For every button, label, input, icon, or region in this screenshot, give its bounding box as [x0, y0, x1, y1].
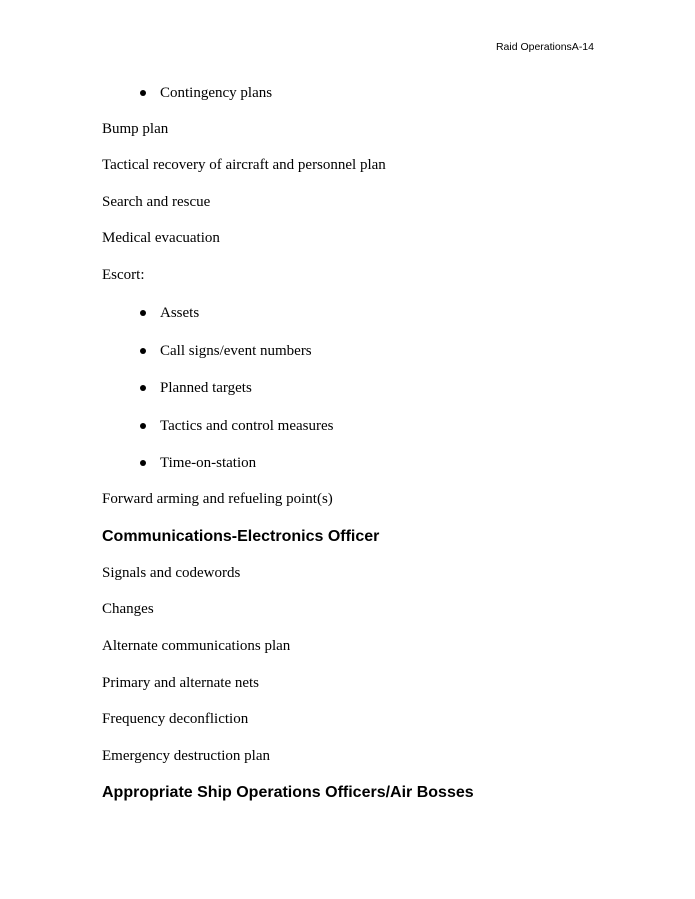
list-item: Changes [102, 601, 154, 617]
bullet-icon [140, 460, 146, 466]
bullet-icon [140, 385, 146, 391]
bullet-icon [140, 310, 146, 316]
list-item: Medical evacuation [102, 230, 220, 246]
section-heading-ship-operations: Appropriate Ship Operations Officers/Air Bosses [102, 784, 474, 801]
list-item: Signals and codewords [102, 565, 241, 581]
bullet-icon [140, 423, 146, 429]
list-item: Alternate communications plan [102, 638, 291, 654]
section-heading-communications: Communications-Electronics Officer [102, 528, 380, 545]
list-item: Tactical recovery of aircraft and personnel plan [102, 157, 386, 173]
list-item: Forward arming and refueling point(s) [102, 491, 333, 507]
running-header: Raid OperationsA-14 [495, 41, 594, 53]
list-item: Emergency destruction plan [102, 748, 271, 764]
list-item: Search and rescue [102, 194, 211, 210]
list-item: Primary and alternate nets [102, 675, 260, 691]
document-page: Raid OperationsA-14 Contingency plans Bump plan Tactical recovery of aircraft and personnel plan Search and rescue Medical evacuation Escort: Assets Call signs/event numbers Planned targets Tactics and control measures Time-on-station Forward arming and refueling point(s) Communications-Electronics Officer Signals and codewords Changes Alternate communications plan Primary and alternate nets Frequency deconfliction Emergency destruction plan Appropriate Ship Operations Officers/Air Bosses [0, 0, 695, 899]
bullet-icon [140, 90, 146, 96]
list-item: Bump plan [102, 121, 169, 137]
list-item: Frequency deconfliction [102, 711, 249, 727]
list-item: Escort: [102, 267, 145, 283]
bullet-icon [140, 348, 146, 354]
